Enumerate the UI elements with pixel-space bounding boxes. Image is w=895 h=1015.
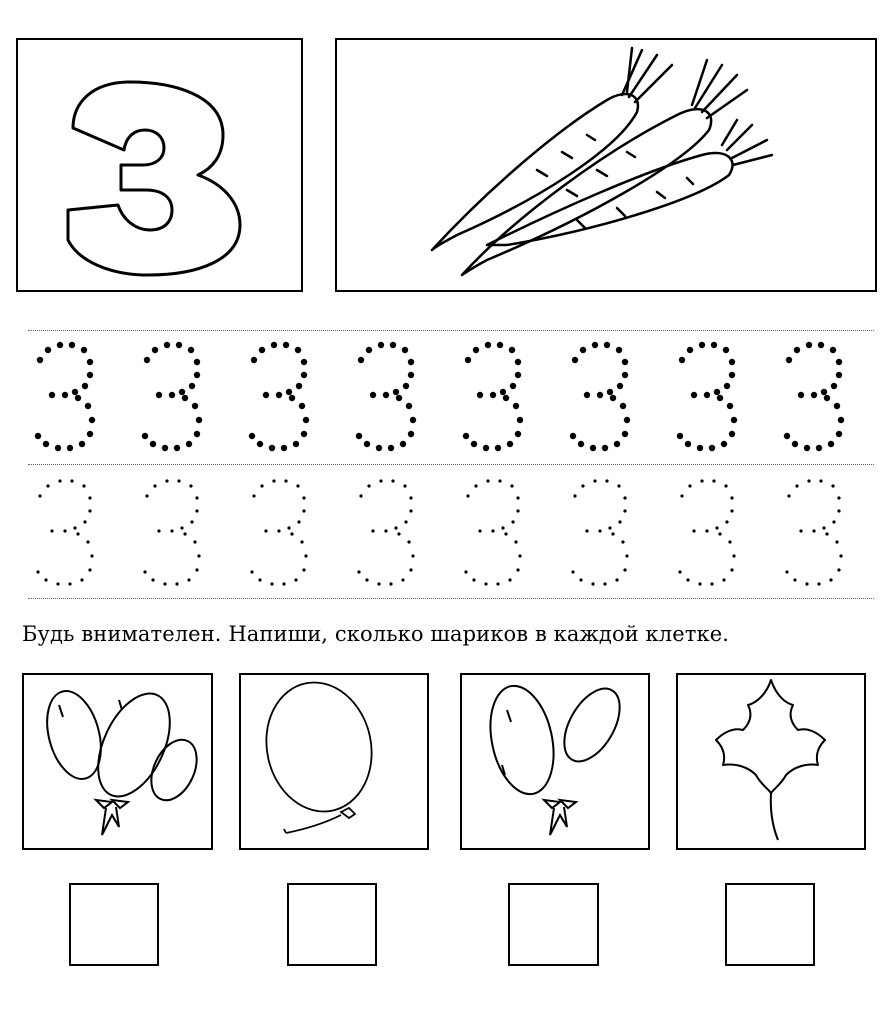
leaf-icon xyxy=(678,675,864,848)
carrot-icon xyxy=(337,40,875,290)
card-three-balloons xyxy=(22,673,213,850)
balloon-icon xyxy=(462,675,648,848)
dotted-three-2 xyxy=(143,479,200,585)
tracing-row-bold xyxy=(20,336,870,458)
answer-box-3[interactable] xyxy=(508,883,599,966)
dotted-three-8 xyxy=(785,479,842,585)
answer-box-2[interactable] xyxy=(287,883,377,966)
big-digit-three-outline xyxy=(18,40,301,290)
dotted-three-5 xyxy=(463,342,523,451)
carrot-card xyxy=(335,38,877,292)
dotted-three-1 xyxy=(35,342,95,451)
balloon-icon xyxy=(24,675,211,848)
dotted-three-6 xyxy=(571,479,628,585)
dotted-three-2 xyxy=(142,342,202,451)
digit-card xyxy=(16,38,303,292)
guide-line-top xyxy=(28,330,874,331)
tracing-row-light xyxy=(20,472,870,592)
balloon-icon xyxy=(241,675,427,848)
dotted-three-4 xyxy=(357,479,414,585)
answer-box-4[interactable] xyxy=(725,883,815,966)
guide-line-bottom xyxy=(28,598,874,599)
card-leaf xyxy=(676,673,866,850)
dotted-three-4 xyxy=(356,342,416,451)
dotted-three-3 xyxy=(249,342,309,451)
dotted-three-8 xyxy=(784,342,844,451)
dotted-three-1 xyxy=(36,479,93,585)
answer-box-1[interactable] xyxy=(69,883,159,966)
instruction-text: Будь внимателен. Напиши, сколько шариков в каждой клетке. xyxy=(22,622,729,646)
guide-line-middle xyxy=(28,464,874,465)
dotted-three-3 xyxy=(250,479,307,585)
dotted-three-5 xyxy=(464,479,521,585)
dotted-three-7 xyxy=(677,342,737,451)
dotted-three-7 xyxy=(678,479,735,585)
card-one-balloon xyxy=(239,673,429,850)
dotted-three-6 xyxy=(570,342,630,451)
card-two-balloons xyxy=(460,673,650,850)
